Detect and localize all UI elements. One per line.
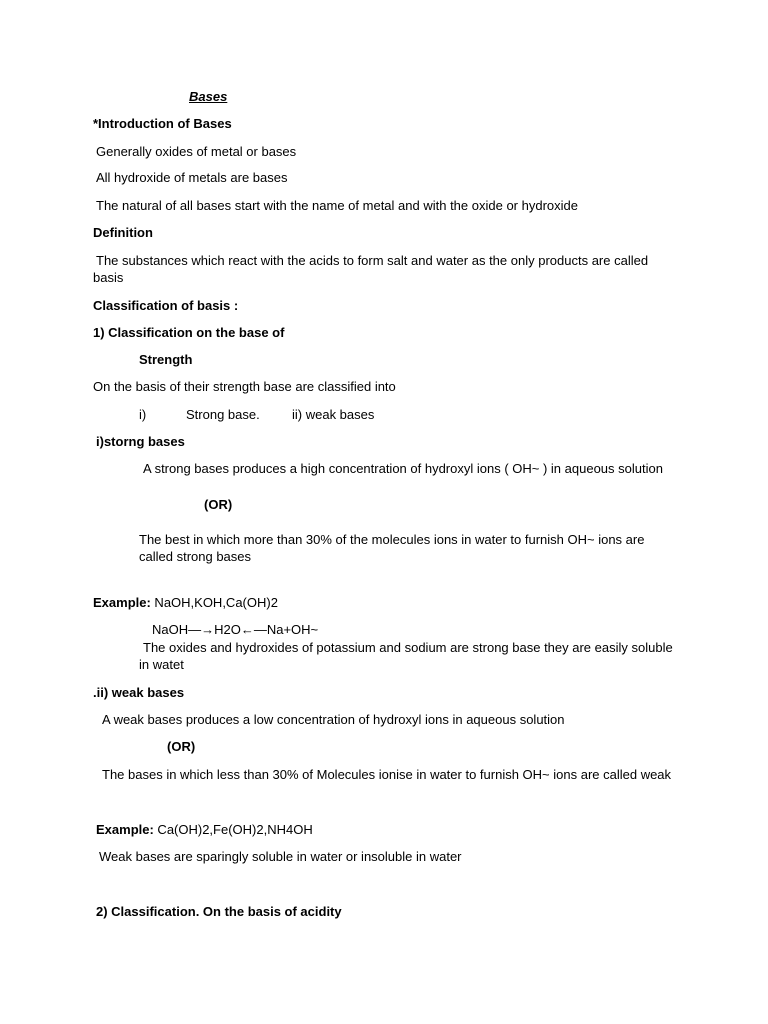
strong-note-line: The oxides and hydroxides of potassium and sodium are strong base they are easily soluble [143, 640, 673, 655]
definition-heading: Definition [93, 225, 153, 240]
intro-line: Generally oxides of metal or bases [96, 144, 297, 159]
chemical-equation: NaOH—→H2O←—Na+OH~ [152, 622, 319, 637]
strength-intro: On the basis of their strength base are classified into [93, 379, 396, 394]
intro-line: All hydroxide of metals are bases [96, 170, 288, 185]
classification-heading: Classification of basis : [93, 298, 239, 313]
example-line [93, 594, 278, 611]
strong-alt-line: called strong bases [139, 549, 252, 564]
class1-subheading: Strength [139, 352, 193, 367]
strong-note-line: in watet [139, 657, 184, 672]
list-item: Strong base. [186, 407, 260, 422]
class1-heading: 1) Classification on the base of [93, 325, 285, 340]
page-title: Bases [189, 89, 228, 104]
weak-definition: A weak bases produces a low concentration of hydroxyl ions in aqueous solution [102, 712, 565, 727]
example-text: NaOH,KOH,Ca(OH)2 [150, 595, 278, 610]
or-separator: (OR) [204, 497, 233, 512]
or-separator: (OR) [167, 739, 196, 754]
class2-heading: 2) Classification. On the basis of acidity [96, 904, 342, 919]
example-text: Ca(OH)2,Fe(OH)2,NH4OH [153, 822, 313, 837]
definition-text-line: basis [93, 270, 124, 285]
weak-note: Weak bases are sparingly soluble in water or insoluble in water [99, 849, 462, 864]
intro-heading: *Introduction of Bases [93, 116, 232, 131]
strong-definition: A strong bases produces a high concentration of hydroxyl ions ( OH~ ) in aqueous solution [143, 461, 663, 476]
example-label: Example: [96, 822, 154, 837]
weak-bases-heading: .ii) weak bases [93, 685, 185, 700]
example-label: Example: [93, 595, 151, 610]
list-item: ii) weak bases [292, 407, 375, 422]
example-line [96, 821, 313, 838]
list-item-number: i) [139, 407, 147, 422]
weak-alt-line: The bases in which less than 30% of Molecules ionise in water to furnish OH~ ions are called weak [102, 767, 672, 782]
strong-bases-heading: i)storng bases [96, 434, 185, 449]
intro-line: The natural of all bases start with the name of metal and with the oxide or hydroxide [96, 198, 578, 213]
strong-alt-line: The best in which more than 30% of the molecules ions in water to furnish OH~ ions are [139, 532, 645, 547]
definition-text-line: The substances which react with the acids to form salt and water as the only products are called [96, 253, 649, 268]
